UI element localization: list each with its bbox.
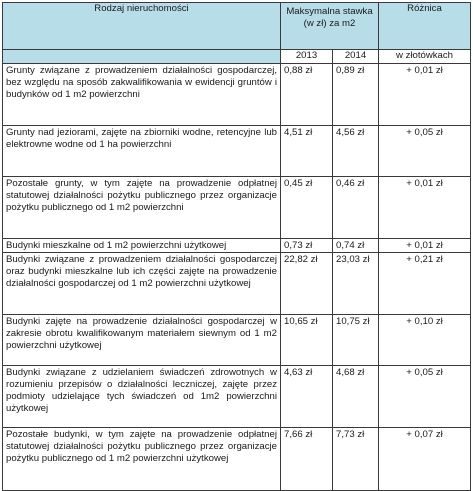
table-row (3, 366, 471, 428)
row-value-2013: 4,51 zł (281, 126, 333, 177)
row-value-2014: 7,73 zł (333, 428, 379, 491)
row-value-2013: 4,63 zł (281, 366, 333, 428)
header-max-rate (281, 3, 379, 50)
header-difference-text: Różnica (407, 3, 442, 14)
tax-rate-table (2, 2, 471, 491)
header-blank-cell (3, 50, 281, 64)
row-description: Grunty związane z prowadzeniem działalności gospodarczej, bez względu na sposób zakwalifikowania w ewidencji gruntów i budynków od 1 m2 powierzchni (3, 64, 281, 126)
table-row (3, 315, 471, 366)
row-value-2014: 0,74 zł (333, 239, 379, 253)
table-row (3, 64, 471, 126)
row-description: Budynki związane z prowadzeniem działalności gospodarczej oraz budynki mieszkalne lub ich części zajęte na prowadzenie działalności gospodarczej od 1 m2 powierzchni użytkowej (3, 253, 281, 315)
header-year-2014: 2014 (333, 50, 379, 64)
row-description: Grunty nad jeziorami, zajęte na zbiorniki wodne, retencyjne lub elektrowne wodne od 1 ha powierzchni (3, 126, 281, 177)
row-difference: + 0,01 zł (379, 64, 471, 126)
row-difference: + 0,05 zł (379, 366, 471, 428)
row-difference: + 0,01 zł (379, 177, 471, 239)
row-difference: + 0,21 zł (379, 253, 471, 315)
row-description: Budynki związane z udzielaniem świadczeń zdrowotnych w rozumieniu przepisów o działalności leczniczej, zajęte przez podmioty udzielające tych świadczeń od 1m2 powierzchni użytkowej (3, 366, 281, 428)
table-row (3, 239, 471, 253)
row-difference: + 0,01 zł (379, 239, 471, 253)
row-value-2014: 4,68 zł (333, 366, 379, 428)
row-difference: + 0,10 zł (379, 315, 471, 366)
row-description: Budynki mieszkalne od 1 m2 powierzchni użytkowej (3, 239, 281, 253)
header-property-type-text: Rodzaj nieruchomości (94, 3, 189, 14)
row-description: Pozostałe grunty, w tym zajęte na prowadzenie odpłatnej statutowej działalności pożytku publicznego przez organizacje pożytku publicznego od 1 m2 powierzchni (3, 177, 281, 239)
header-max-rate-text: Maksymalna stawka (w zł) za m2 (286, 6, 373, 29)
row-difference: + 0,07 zł (379, 428, 471, 491)
header-difference (379, 3, 471, 50)
row-value-2013: 0,88 zł (281, 64, 333, 126)
row-value-2014: 0,89 zł (333, 64, 379, 126)
row-value-2014: 4,56 zł (333, 126, 379, 177)
row-difference: + 0,05 zł (379, 126, 471, 177)
row-value-2013: 7,66 zł (281, 428, 333, 491)
row-value-2014: 23,03 zł (333, 253, 379, 315)
header-unit: w złotówkach (379, 50, 471, 64)
row-value-2013: 0,73 zł (281, 239, 333, 253)
row-value-2013: 0,45 zł (281, 177, 333, 239)
row-value-2013: 22,82 zł (281, 253, 333, 315)
tax-rate-table-wrapper (2, 2, 471, 491)
table-row (3, 253, 471, 315)
row-value-2014: 10,75 zł (333, 315, 379, 366)
row-value-2014: 0,46 zł (333, 177, 379, 239)
row-description: Budynki zajęte na prowadzenie działalności gospodarczej w zakresie obrotu kwalifikowanym materiałem siewnym od 1 m2 powierzchni użytkowej (3, 315, 281, 366)
table-row (3, 126, 471, 177)
table-row (3, 428, 471, 491)
header-year-2013: 2013 (281, 50, 333, 64)
row-value-2013: 10,65 zł (281, 315, 333, 366)
table-row (3, 177, 471, 239)
header-property-type (3, 3, 281, 50)
row-description: Pozostałe budynki, w tym zajęte na prowadzenie odpłatnej statutowej działalności pożytku publicznego przez organizacje pożytku publicznego od 1 m2 powierzchni użytkowej (3, 428, 281, 491)
